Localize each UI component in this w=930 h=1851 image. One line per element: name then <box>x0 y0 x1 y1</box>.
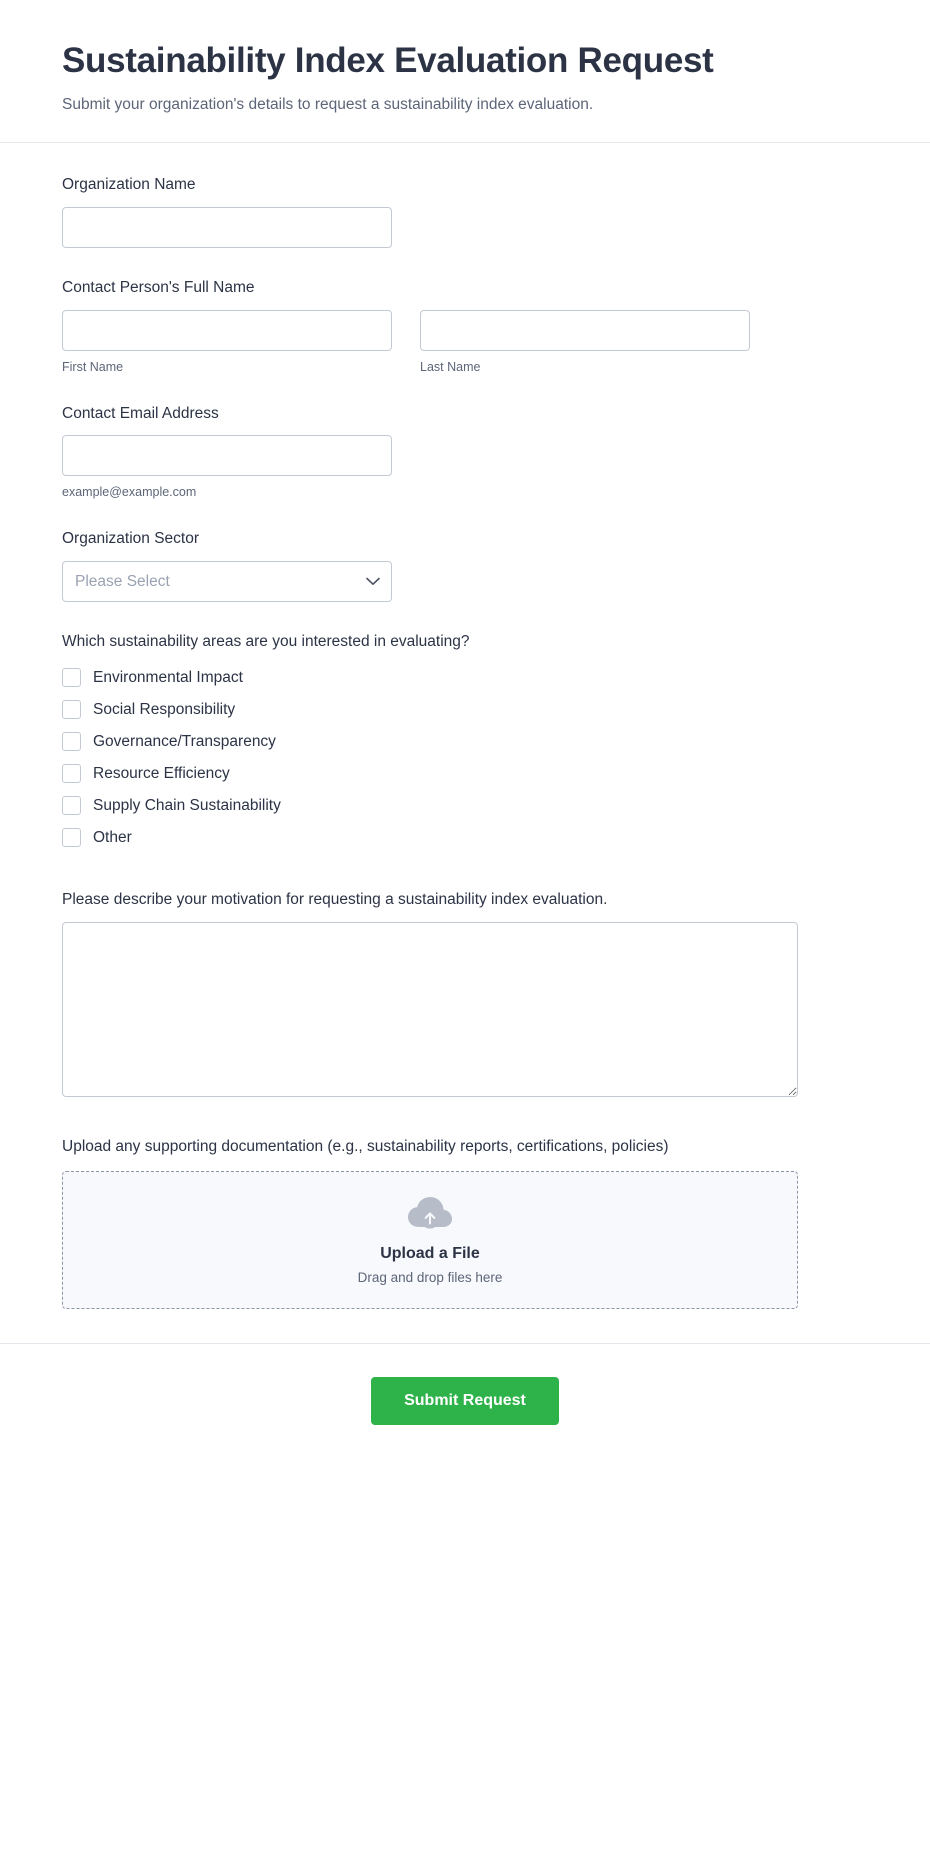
name-row <box>62 310 868 374</box>
organization-sector-select[interactable]: Please Select <box>62 561 392 602</box>
form-header <box>0 0 930 143</box>
checkbox-row-environmental-impact[interactable] <box>62 664 868 690</box>
motivation-textarea[interactable] <box>62 922 798 1097</box>
checkbox-governance-transparency[interactable] <box>62 732 81 751</box>
field-contact-name <box>62 278 868 374</box>
submit-request-button[interactable]: Submit Request <box>371 1377 559 1425</box>
field-upload-documentation <box>62 1137 868 1309</box>
field-contact-email <box>62 404 868 500</box>
organization-sector-label: Organization Sector <box>62 530 199 548</box>
first-name-input[interactable] <box>62 310 392 351</box>
checkbox-label: Other <box>93 828 132 846</box>
checkbox-environmental-impact[interactable] <box>62 668 81 687</box>
field-organization-sector <box>62 529 868 602</box>
checkbox-resource-efficiency[interactable] <box>62 764 81 783</box>
upload-label: Upload any supporting documentation (e.g., sustainability reports, certifications, policies) <box>62 1138 669 1156</box>
checkbox-row-resource-efficiency[interactable] <box>62 760 868 786</box>
cloud-upload-icon <box>407 1196 453 1235</box>
first-name-sublabel: First Name <box>62 359 124 374</box>
page-title: Sustainability Index Evaluation Request <box>62 41 714 80</box>
last-name-group <box>420 310 750 374</box>
upload-subtitle: Drag and drop files here <box>357 1269 503 1285</box>
sustainability-areas-label: Which sustainability areas are you interested in evaluating? <box>62 633 470 651</box>
field-organization-name <box>62 175 868 248</box>
checkbox-row-supply-chain-sustainability[interactable] <box>62 792 868 818</box>
contact-email-sublabel: example@example.com <box>62 485 197 500</box>
checkbox-supply-chain-sustainability[interactable] <box>62 796 81 815</box>
checkbox-label: Social Responsibility <box>93 700 236 718</box>
contact-email-input[interactable] <box>62 435 392 476</box>
last-name-input[interactable] <box>420 310 750 351</box>
page-subtitle: Submit your organization's details to request a sustainability index evaluation. <box>62 96 594 113</box>
checkbox-social-responsibility[interactable] <box>62 700 81 719</box>
checkbox-label: Governance/Transparency <box>93 732 276 750</box>
upload-dropzone[interactable] <box>62 1171 798 1309</box>
checkbox-row-other[interactable] <box>62 824 868 850</box>
form-footer <box>0 1343 930 1465</box>
first-name-group <box>62 310 392 374</box>
organization-sector-select-wrap <box>62 561 392 602</box>
checkbox-row-social-responsibility[interactable] <box>62 696 868 722</box>
organization-name-input[interactable] <box>62 207 392 248</box>
sustainability-areas-list <box>62 664 868 850</box>
contact-name-label: Contact Person's Full Name <box>62 278 255 296</box>
last-name-sublabel: Last Name <box>420 359 481 374</box>
field-sustainability-areas <box>62 632 868 850</box>
field-motivation <box>62 890 868 1097</box>
upload-title: Upload a File <box>380 1244 480 1262</box>
contact-email-label: Contact Email Address <box>62 404 219 422</box>
checkbox-label: Resource Efficiency <box>93 764 230 782</box>
checkbox-label: Environmental Impact <box>93 668 243 686</box>
form-body <box>0 143 930 1309</box>
checkbox-other[interactable] <box>62 828 81 847</box>
checkbox-label: Supply Chain Sustainability <box>93 796 281 814</box>
motivation-label: Please describe your motivation for requesting a sustainability index evaluation. <box>62 891 608 909</box>
checkbox-row-governance-transparency[interactable] <box>62 728 868 754</box>
organization-name-label: Organization Name <box>62 175 196 193</box>
